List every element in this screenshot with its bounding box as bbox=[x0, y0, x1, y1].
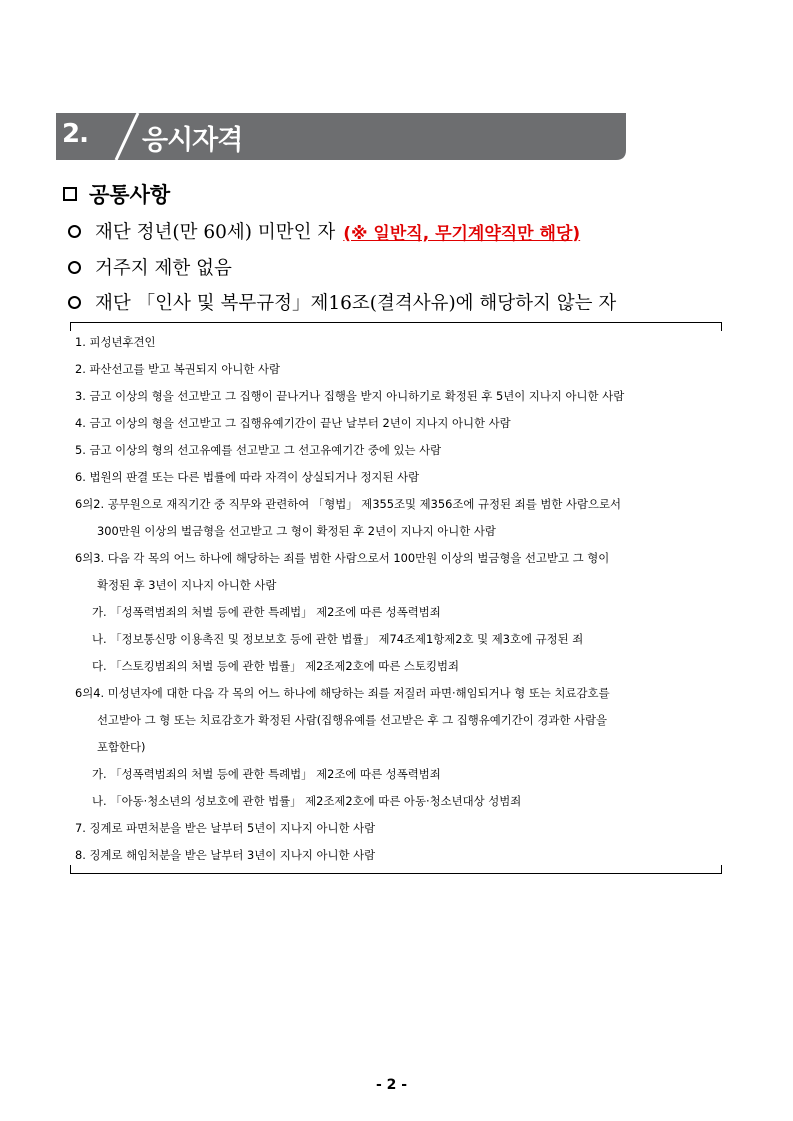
bullet-text: 거주지 제한 없음 bbox=[95, 258, 232, 279]
bullet-item bbox=[68, 254, 232, 280]
section-heading-text: 공통사항 bbox=[89, 183, 171, 207]
bullet-text: 재단 정년(만 60세) 미만인 자 bbox=[95, 222, 336, 243]
section-heading bbox=[63, 179, 170, 209]
list-item: 4. 금고 이상의 형을 선고받고 그 집행유예기간이 끝난 날부터 2년이 지나지 아니한 사람 bbox=[75, 416, 511, 430]
circle-bullet-icon bbox=[68, 225, 81, 238]
bullet-item bbox=[68, 289, 616, 315]
page-number: - 2 - bbox=[376, 1077, 408, 1093]
bullet-text: 재단 「인사 및 복무규정」제16조(결격사유)에 해당하지 않는 자 bbox=[95, 293, 617, 314]
sub-item: 나. 「정보통신망 이용촉진 및 정보보호 등에 관한 법률」 제74조제1항제2호 및 제3호에 규정된 죄 bbox=[92, 632, 584, 646]
banner-title: 응시자격 bbox=[142, 125, 243, 156]
list-item-continuation: 포함한다) bbox=[97, 740, 146, 754]
list-item-continuation: 확정된 후 3년이 지나지 아니한 사람 bbox=[97, 578, 277, 592]
list-item: 2. 파산선고를 받고 복권되지 아니한 사람 bbox=[75, 362, 281, 376]
sub-item: 가. 「성폭력범죄의 처벌 등에 관한 특례법」 제2조에 따른 성폭력범죄 bbox=[92, 605, 441, 619]
list-item: 3. 금고 이상의 형을 선고받고 그 집행이 끝나거나 집행을 받지 아니하기로 확정된 후 5년이 지나지 아니한 사람 bbox=[75, 389, 625, 403]
sub-item: 가. 「성폭력범죄의 처벌 등에 관한 특례법」 제2조에 따른 성폭력범죄 bbox=[92, 767, 441, 781]
box-corner bbox=[715, 865, 722, 874]
bullet-item bbox=[68, 218, 580, 244]
sub-item: 나. 「아동·청소년의 성보호에 관한 법률」 제2조제2호에 따른 아동·청소년대상 성범죄 bbox=[92, 794, 522, 808]
list-item-continuation: 선고받아 그 형 또는 치료감호가 확정된 사람(집행유예를 선고받은 후 그 집행유예기간이 경과한 사람을 bbox=[97, 713, 608, 727]
list-item: 6. 법원의 판결 또는 다른 법률에 따라 자격이 상실되거나 정지된 사람 bbox=[75, 470, 420, 484]
square-bullet-icon bbox=[63, 187, 77, 201]
list-item: 8. 징계로 해임처분을 받은 날부터 3년이 지나지 아니한 사람 bbox=[75, 848, 376, 862]
disqualification-box bbox=[70, 322, 722, 874]
banner-number: 2. bbox=[62, 119, 88, 149]
list-item: 5. 금고 이상의 형의 선고유예를 선고받고 그 선고유예기간 중에 있는 사람 bbox=[75, 443, 442, 457]
sub-item: 다. 「스토킹범죄의 처벌 등에 관한 법률」 제2조제2호에 따른 스토킹범죄 bbox=[92, 659, 459, 673]
box-top-rule bbox=[70, 322, 722, 323]
circle-bullet-icon bbox=[68, 261, 81, 274]
bullet-note: (※ 일반직, 무기계약직만 해당) bbox=[343, 223, 581, 244]
box-corner bbox=[70, 865, 77, 874]
list-item-continuation: 300만원 이상의 벌금형을 선고받고 그 형이 확정된 후 2년이 지나지 아니한 사람 bbox=[97, 524, 496, 538]
list-item: 6의2. 공무원으로 재직기간 중 직무와 관련하여 「형법」 제355조및 제356조에 규정된 죄를 범한 사람으로서 bbox=[75, 497, 621, 511]
box-bottom-rule bbox=[70, 873, 722, 874]
list-item: 7. 징계로 파면처분을 받은 날부터 5년이 지나지 아니한 사람 bbox=[75, 821, 376, 835]
list-item: 1. 피성년후견인 bbox=[75, 335, 156, 349]
list-item: 6의3. 다음 각 목의 어느 하나에 해당하는 죄를 범한 사람으로서 100만원 이상의 벌금형을 선고받고 그 형이 bbox=[75, 551, 610, 565]
circle-bullet-icon bbox=[68, 296, 81, 309]
box-corner bbox=[715, 322, 722, 331]
list-item: 6의4. 미성년자에 대한 다음 각 목의 어느 하나에 해당하는 죄를 저질러 파면·해임되거나 형 또는 치료감호를 bbox=[75, 686, 610, 700]
section-banner bbox=[56, 113, 626, 160]
box-corner bbox=[70, 322, 77, 331]
